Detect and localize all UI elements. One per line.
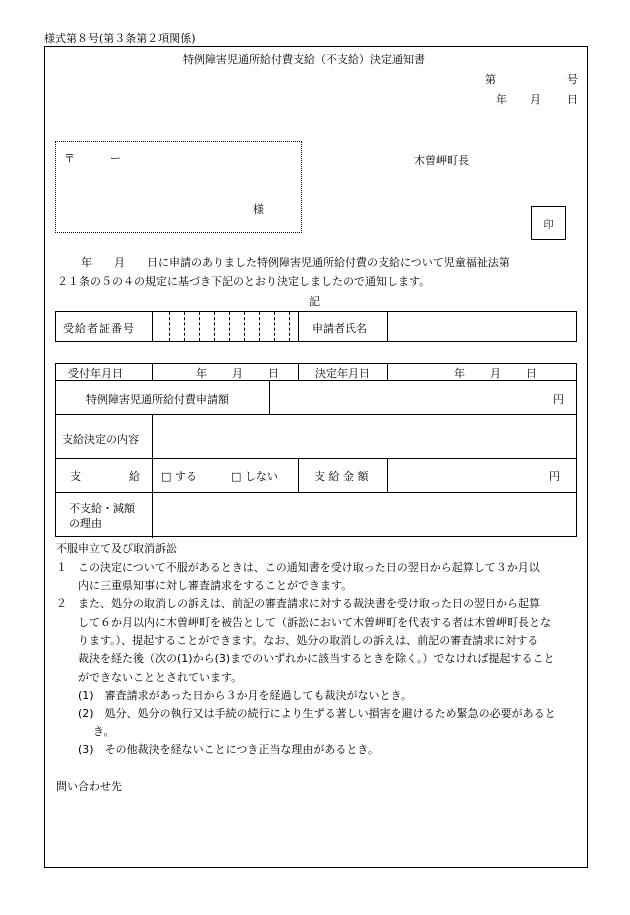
decision-date-month: 月 bbox=[490, 367, 501, 380]
decision-date-label: 決定年月日 bbox=[315, 367, 370, 380]
reason-label-2: の理由 bbox=[69, 517, 102, 530]
reason-label-1: 不支給・減額 bbox=[69, 502, 135, 515]
decision-date-year: 年 bbox=[454, 367, 465, 380]
postal-mark: 〒 bbox=[64, 152, 75, 165]
contact-label: 問い合わせ先 bbox=[56, 780, 122, 793]
seal-box bbox=[531, 206, 566, 240]
doc-number-suffix: 号 bbox=[567, 73, 578, 86]
postal-dash: ー bbox=[110, 152, 121, 165]
applicant-name-label: 申請者氏名 bbox=[312, 322, 367, 335]
notice-p1-line1: １ この決定について不服があるときは、この通知書を受け取った日の翌日から起算して３か月以 bbox=[56, 561, 540, 574]
issue-date-month: 月 bbox=[530, 93, 541, 106]
receipt-date-year: 年 bbox=[196, 367, 207, 380]
notice-p2-line5: ができないこととされています。 bbox=[78, 671, 243, 684]
body-line-1: 年 月 日に申請のありました特例障害児通所給付費の支給について児童福祉法第 bbox=[81, 256, 510, 269]
option-no-pay[interactable]: □ しない bbox=[231, 470, 278, 483]
notice-item-2-line1: (2) 処分、処分の執行又は手続の続行により生ずる著しい損害を避けるため緊急の必要があると bbox=[78, 707, 556, 720]
request-amount-yen: 円 bbox=[553, 393, 564, 406]
notice-p2-line1: ２ また、処分の取消しの訴えは、前記の審査請求に対する裁決書を受け取った日の翌日から起算 bbox=[56, 597, 540, 610]
notice-item-1: (1) 審査請求があった日から３か月を経過しても裁決がないとき。 bbox=[78, 689, 413, 702]
notice-p1-line2: 内に三重県知事に対し審査請求をすることができます。 bbox=[78, 579, 353, 592]
notice-item-3: (3) その他裁決を経ないことにつき正当な理由があるとき。 bbox=[78, 743, 379, 756]
notice-heading: 不服申立て及び取消訴訟 bbox=[56, 542, 177, 555]
option-pay[interactable]: □ する bbox=[161, 470, 197, 483]
issuer-name: 木曽岬町長 bbox=[414, 154, 469, 167]
payment-label-2: 給 bbox=[129, 470, 140, 483]
payment-label-1: 支 bbox=[70, 470, 81, 483]
notice-p2-line4: 裁決を経た後（次の(1)から(3)までのいずれかに該当するときを除く。）でなければ提起すること bbox=[78, 652, 555, 665]
payment-amount-label: 支 給 金 額 bbox=[314, 470, 369, 483]
form-number: 様式第８号(第３条第２項関係) bbox=[44, 32, 196, 45]
ki-label: 記 bbox=[309, 295, 320, 308]
recipient-table bbox=[55, 311, 577, 342]
seal-label: 印 bbox=[543, 219, 554, 231]
decision-table bbox=[55, 363, 577, 537]
request-amount-label: 特例障害児通所給付費申請額 bbox=[86, 393, 229, 406]
notice-item-2-line2: き。 bbox=[93, 725, 115, 738]
honorific: 様 bbox=[253, 203, 264, 216]
decision-content-label: 支給決定の内容 bbox=[62, 433, 139, 446]
decision-date-day: 日 bbox=[526, 367, 537, 380]
body-line-2: ２１条の５の４の規定に基づき下記のとおり決定しましたので通知します。 bbox=[57, 275, 431, 288]
issue-date-day: 日 bbox=[567, 93, 578, 106]
notice-p2-line3: ります。）、提起することができます。なお、処分の取消しの訴えは、前記の審査請求に対する bbox=[78, 634, 539, 647]
issue-date-year: 年 bbox=[496, 93, 507, 106]
document-title: 特例障害児通所給付費支給（不支給）決定通知書 bbox=[183, 53, 425, 66]
address-box bbox=[55, 141, 302, 233]
recipient-id-label: 受給者証番号 bbox=[63, 322, 135, 335]
receipt-date-month: 月 bbox=[232, 367, 243, 380]
payment-amount-yen: 円 bbox=[549, 470, 560, 483]
receipt-date-label: 受付年月日 bbox=[68, 367, 123, 380]
notice-p2-line2: して６か月以内に木曽岬町を被告として（訴訟において木曽岬町を代表する者は木曽岬町長とな bbox=[78, 616, 551, 629]
doc-number-prefix: 第 bbox=[485, 73, 496, 86]
receipt-date-day: 日 bbox=[268, 367, 279, 380]
